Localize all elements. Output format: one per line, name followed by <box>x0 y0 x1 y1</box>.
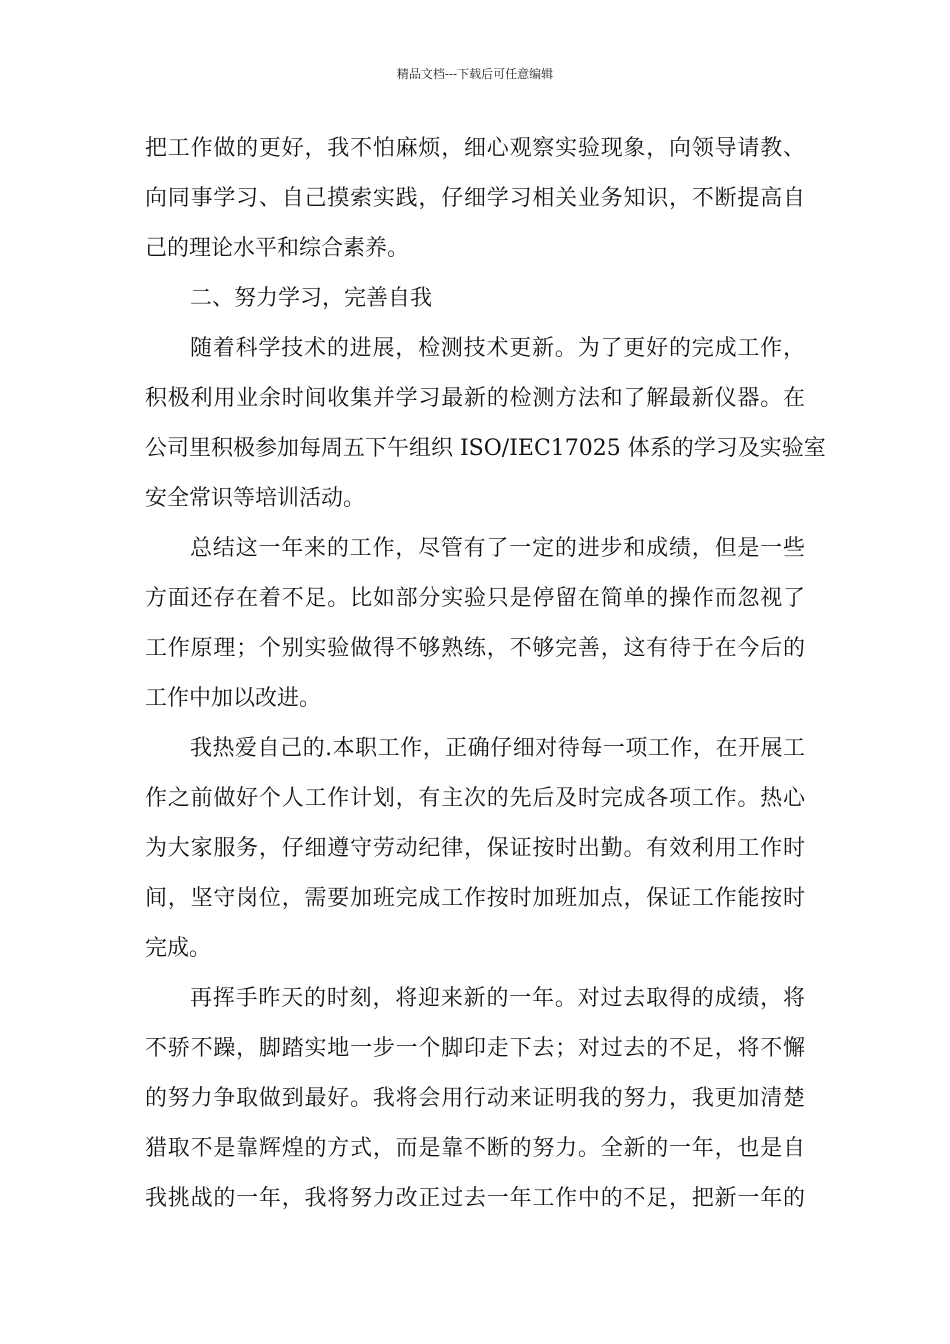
text-line: 工作中加以改进。 <box>145 686 322 711</box>
text-line: 己的理论水平和综合素养。 <box>145 236 410 261</box>
text-line: 积极利用业余时间收集并学习最新的检测方法和了解最新仪器。在 <box>145 386 805 411</box>
text-line: 完成。 <box>145 936 212 961</box>
text-line: 安全常识等培训活动。 <box>145 486 366 511</box>
text-line: 向同事学习、自己摸索实践，仔细学习相关业务知识，不断提高自 <box>145 186 805 211</box>
text-line: 方面还存在着不足。比如部分实验只是停留在简单的操作而忽视了 <box>145 586 805 611</box>
text-line: 随着科学技术的进展，检测技术更新。为了更好的完成工作， <box>190 336 805 361</box>
text-line: 再挥手昨天的时刻，将迎来新的一年。对过去取得的成绩，将 <box>190 986 805 1011</box>
text-line: 的努力争取做到最好。我将会用行动来证明我的努力，我更加清楚 <box>145 1086 805 1111</box>
text-line: 工作原理；个别实验做得不够熟练，不够完善，这有待于在今后的 <box>145 636 805 661</box>
text-line: 我热爱自己的.本职工作，正确仔细对待每一项工作，在开展工 <box>190 736 805 761</box>
text-line: 猎取不是靠辉煌的方式，而是靠不断的努力。全新的一年，也是自 <box>145 1136 805 1161</box>
text-line: 公司里积极参加每周五下午组织 ISO/IEC17025 体系的学习及实验室 <box>145 436 826 461</box>
text-line: 我挑战的一年，我将努力改正过去一年工作中的不足，把新一年的 <box>145 1186 805 1211</box>
text-line: 不骄不躁，脚踏实地一步一个脚印走下去；对过去的不足，将不懈 <box>145 1036 805 1061</box>
text-line: 间，坚守岗位，需要加班完成工作按时加班加点，保证工作能按时 <box>145 886 805 911</box>
text-line: 为大家服务，仔细遵守劳动纪律，保证按时出勤。有效利用工作时 <box>145 836 805 861</box>
section-heading: 二、努力学习，完善自我 <box>190 286 433 311</box>
page-header: 精品文档---下载后可任意编辑 <box>396 67 554 81</box>
text-line: 把工作做的更好，我不怕麻烦，细心观察实验现象，向领导请教、 <box>145 136 805 161</box>
text-line: 作之前做好个人工作计划，有主次的先后及时完成各项工作。热心 <box>145 786 805 811</box>
text-line: 总结这一年来的工作，尽管有了一定的进步和成绩，但是一些 <box>190 536 805 561</box>
